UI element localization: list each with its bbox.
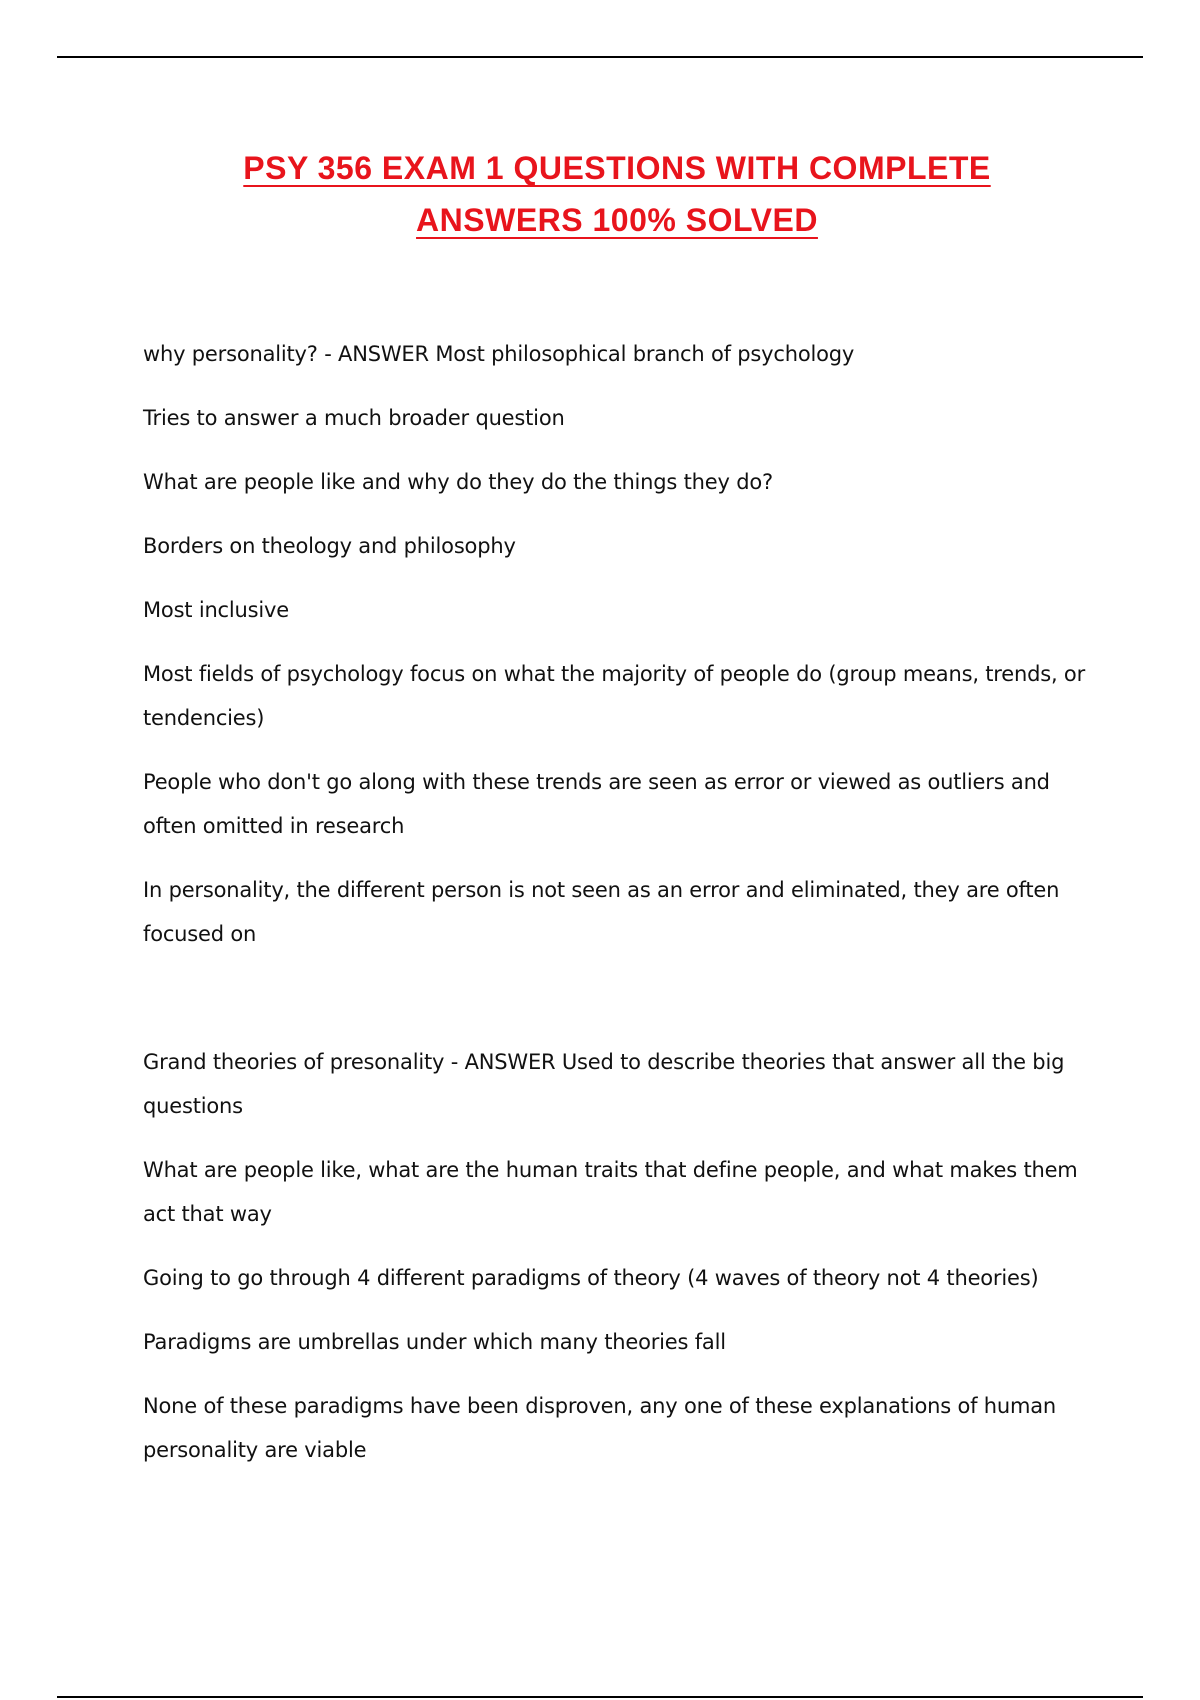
paragraph: In personality, the different person is not seen as an error and eliminated, they are often focused on bbox=[143, 878, 1060, 946]
document-title bbox=[150, 142, 1084, 246]
paragraph: Most fields of psychology focus on what the majority of people do (group means, trends, or tendencies) bbox=[143, 662, 1086, 730]
document-body bbox=[143, 332, 1093, 1492]
paragraph: why personality? - ANSWER Most philosophical branch of psychology bbox=[143, 342, 855, 366]
bottom-divider bbox=[57, 1696, 1143, 1698]
title-line-2: ANSWERS 100% SOLVED bbox=[416, 202, 818, 238]
section-spacer bbox=[143, 976, 1093, 1040]
title-line-1: PSY 356 EXAM 1 QUESTIONS WITH COMPLETE bbox=[243, 150, 991, 186]
paragraph: None of these paradigms have been disproven, any one of these explanations of human personality are viable bbox=[143, 1394, 1057, 1462]
paragraph: Grand theories of presonality - ANSWER Used to describe theories that answer all the big questions bbox=[143, 1050, 1065, 1118]
paragraph: What are people like, what are the human traits that define people, and what makes them act that way bbox=[143, 1158, 1078, 1226]
paragraph: People who don't go along with these trends are seen as error or viewed as outliers and often omitted in research bbox=[143, 770, 1050, 838]
paragraph: Going to go through 4 different paradigms of theory (4 waves of theory not 4 theories) bbox=[143, 1266, 1039, 1290]
paragraph: Most inclusive bbox=[143, 598, 289, 622]
paragraph: Paradigms are umbrellas under which many theories fall bbox=[143, 1330, 726, 1354]
paragraph: Borders on theology and philosophy bbox=[143, 534, 516, 558]
paragraph: Tries to answer a much broader question bbox=[143, 406, 565, 430]
top-divider bbox=[57, 56, 1143, 58]
paragraph: What are people like and why do they do the things they do? bbox=[143, 470, 773, 494]
